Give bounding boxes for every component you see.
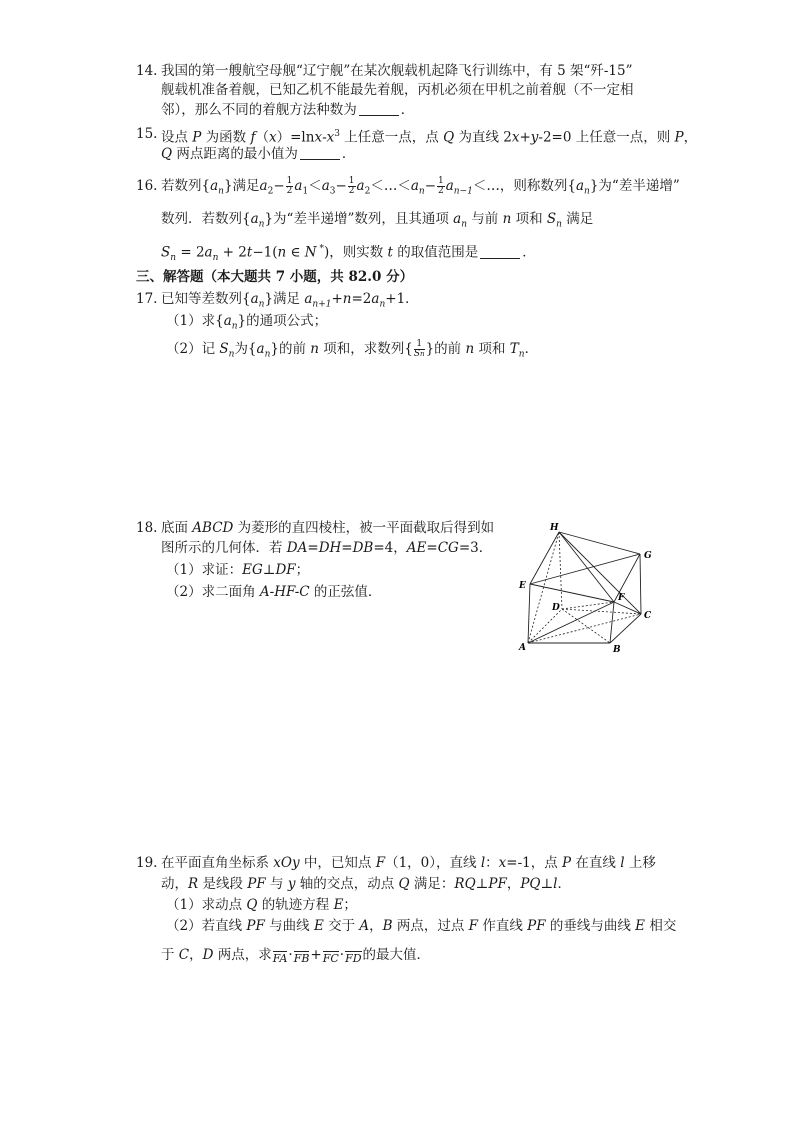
q16-line1: 若数列$\{a_n\}$满足$a_2-$ $\frac{1}{2}$ $a_1<a_3-$ $\frac{1}{2}$ $a_2<\dots<a_n-$ $\frac{1}{2}$ $a_{n-1}<\dots$，则称数列$\{a_n\}$为“差半递增” xyxy=(161,176,680,197)
vector-FC: FC xyxy=(322,952,339,965)
edge-EF xyxy=(530,584,614,602)
q14-line1: 我国的第一艘航空母舰“辽宁舰”在某次舰载机起降飞行训练中，有 5 架“歼-15” xyxy=(161,63,633,79)
q18-number: 18. xyxy=(136,520,158,536)
vector-FB: FB xyxy=(293,952,310,965)
q15-line2: Q 两点距离的最小值为 ． xyxy=(161,146,356,162)
q19-line2: 动，R 是线段 PF 与 y 轴的交点，动点 Q 满足：RQ⊥PF，PQ⊥l． xyxy=(161,876,571,892)
edge-HF xyxy=(559,532,614,602)
q16-half-fraction-1: $\frac{1}{2}$ xyxy=(286,176,293,196)
q14-line2: 舰载机准备着舰，已知乙机不能最先着舰，丙机必须在甲机之前着舰（不一定相 xyxy=(161,82,634,98)
label-E: E xyxy=(519,581,526,591)
q17-reciprocal-fraction: $\frac{1}{Sn}$ xyxy=(413,339,425,359)
q17-part1: （1）求$\{a_n\}$的通项公式； xyxy=(166,313,328,332)
label-A: A xyxy=(519,643,526,653)
q16-line2: 数列．若数列$\{a_n\}$为“差半递增”数列，且其通项 $a_n$ 与前 n 项和 $S_n$ 满足 xyxy=(161,211,594,230)
q14-line3: 邻），那么不同的着舰方法种数为 ． xyxy=(161,102,415,118)
q18-part1: （1）求证：EG⊥DF； xyxy=(166,562,310,578)
edge-HG xyxy=(559,532,640,554)
vector-FD: FD xyxy=(345,952,362,965)
label-C: C xyxy=(644,611,652,621)
hidden-edge-DC xyxy=(562,609,641,614)
q19-part2: （2）若直线 PF 与曲线 E 交于 A，B 两点，过点 F 作直线 PF 的垂线与曲线 E 相交 xyxy=(166,918,677,934)
q16-half-fraction-3: $\frac{1}{2}$ xyxy=(438,176,444,196)
q17-number: 17. xyxy=(136,291,158,307)
edge-FB xyxy=(610,602,614,643)
label-D: D xyxy=(552,603,560,613)
q16-half-fraction-2: $\frac{1}{2}$ xyxy=(348,176,355,196)
hidden-edge-AC xyxy=(528,614,641,643)
label-B: B xyxy=(613,645,621,654)
q19-line1: 在平面直角坐标系 xOy 中，已知点 F（1，0），直线 l：x=-1，点 P 在直线 l 上移 xyxy=(161,855,656,871)
q18-geometry-figure xyxy=(514,518,664,654)
hidden-edge-AH xyxy=(528,532,559,643)
q18-line1: 底面 ABCD 为菱形的直四棱柱，被一平面截取后得到如 xyxy=(161,520,495,536)
q14-answer-blank xyxy=(359,102,399,116)
q19-part1: （1）求动点 Q 的轨迹方程 E； xyxy=(166,897,357,913)
q19-line5: 于 C，D 两点，求FA·FB+FC·FD的最大值． xyxy=(161,947,431,965)
edge-GC xyxy=(640,554,641,614)
q16-number: 16. xyxy=(136,178,158,194)
q18-line2: 图所示的几何体．若 DA=DH=DB=4，AE=CG=3． xyxy=(161,540,493,556)
hidden-edge-DB xyxy=(562,609,610,643)
q16-answer-blank xyxy=(480,245,520,259)
section-3-title: 三、解答题（本大题共 7 小题，共 82.0 分） xyxy=(136,269,414,285)
q15-number: 15. xyxy=(136,126,158,142)
edge-HE xyxy=(530,532,559,584)
hidden-edge-HD xyxy=(559,532,562,609)
edge-EA xyxy=(528,584,530,643)
q17-stem: 已知等差数列$\{a_n\}$满足 $a_{n+1}+n=2a_n+1$． xyxy=(161,291,419,310)
label-H: H xyxy=(550,523,559,533)
label-G: G xyxy=(644,551,652,561)
q18-part2: （2）求二面角 A-HF-C 的正弦值． xyxy=(166,584,382,600)
q19-number: 19. xyxy=(136,855,158,871)
vector-FA: FA xyxy=(272,952,288,965)
q15-answer-blank xyxy=(300,146,340,160)
q16-line3: $S_n = 2a_n + 2t-1(n$ ∈ N *)，则实数 t 的取值范围是 ． xyxy=(161,244,536,264)
q14-number: 14. xyxy=(136,63,158,79)
q17-part2: （2）记 $S_n$为$\{a_n\}$的前 n 项和，求数列{ $\frac{1}{Sn}$ }的前 n 项和 $T_n$． xyxy=(166,339,539,360)
label-F: F xyxy=(618,593,625,603)
q15-line1: 设点 P 为函数 $f(x)=\ln x-x^3$ 上任意一点，点 Q 为直线 2x+y-2=0 上任意一点，则 P， xyxy=(161,129,698,146)
